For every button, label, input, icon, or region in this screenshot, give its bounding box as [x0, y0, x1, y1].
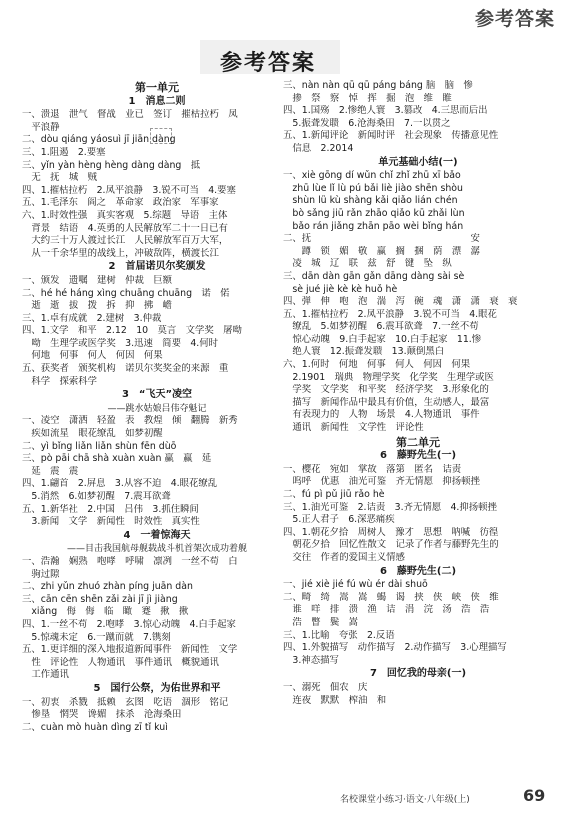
answer-line: 蹲 锁 媚 敬 赢 搁 捆 荫 漂 潺	[283, 245, 480, 257]
answer-line: 五、1.新华社 2.中国 吕伟 3.抓住瞬间	[22, 503, 199, 515]
answer-line: bò sǎng jiū rǎn zhāo qiǎo kū zhǎi lùn	[283, 207, 465, 219]
answer-line: 三、1.油光可鉴 2.诘责 3.齐无情愿 4.抑扬顿挫	[283, 501, 497, 513]
section-heading: 6 藤野先生(二)	[379, 565, 457, 577]
answer-line: 五、1.摧枯拉朽 2.凤平浪静 3.锐不可当 4.眼花	[283, 308, 497, 320]
answer-line: 描写 新闻作品中最具有价值，生动感人，最富	[283, 396, 490, 408]
footer-text: 名校课堂小练习·语文·八年级(上)	[340, 795, 470, 805]
answer-line: 三、pò pāi chā shà xuàn xuàn 赢 赢 延	[22, 453, 212, 465]
answer-line: 四、1.朝花夕拾 周树人 豫才 思想 呐喊 彷徨	[283, 526, 499, 538]
answer-line: sè jué jiè kè kè huǒ hè	[283, 283, 398, 295]
answer-line: 一、颁发 遗嘱 建树 仲裁 巨额	[22, 274, 173, 286]
answer-line: 缭乱 5.如梦初醒 6.震耳欲聋 7.一丝不苟	[283, 321, 479, 333]
page-number: 69	[523, 786, 546, 805]
answer-line: 四、1.一丝不苟 2.咆哮 3.惊心动魄 4.白手起家	[22, 618, 236, 630]
answer-line: 5.消然 6.如梦初醒 7.震耳欲聋	[22, 491, 171, 502]
unit-heading: 第二单元	[396, 435, 440, 449]
answer-line: 3.新闻 文学 新闻性 时效性 真实性	[22, 516, 200, 528]
page-title: 参考答案	[220, 51, 317, 76]
answer-line: 一、浩瀚 娴熟 咆哮 呼啸 凛冽 一丝不苟 白	[22, 555, 238, 567]
answer-line: 一、初衷 杀戮 抵赖 玄图 吃语 涸形 铭记	[22, 696, 229, 708]
answer-line: 四、1.外貌描写 动作描写 2.动作描写 3.心理描写	[283, 642, 507, 654]
answer-line: xiǎng 侮 侮 临 瞰 蹇 揪 揪	[22, 606, 189, 618]
answer-line: 二、抚 安	[283, 233, 480, 245]
answer-line: 四、1.翩首 2.屏息 3.从容不迫 4.眼花缭乱	[22, 478, 218, 490]
answer-line: 掺 祭 察 悼 挥 掘 泡 维 睢	[283, 92, 452, 104]
answer-line: 二、畸 绮 嵩 嵩 蝎 谒 挟 侠 峡 侠 维	[283, 591, 499, 603]
answer-line: 一、凌空 潇洒 轻盈 表 教煌 倾 翻腾 新秀	[22, 415, 238, 427]
section-heading: 3 “飞天”凌空	[121, 389, 193, 401]
answer-line: 一、樱花 宛如 掌故 落第 匿名 诘责	[283, 463, 462, 475]
answer-line: 学奖 文学奖 和平奖 经济学奖 3.形象化的	[283, 384, 489, 396]
section-subtitle: ——目击我国航母舰载战斗机首架次成功着舰	[66, 544, 247, 555]
answer-line: 背景 结语 4.英勇的人民解放军二十一日已有	[22, 222, 228, 234]
corner-title: 参考答案	[474, 8, 555, 30]
right-column	[283, 80, 553, 707]
answer-line: 谁 咩 排 溃 渔 诘 涓 浣 汤 浩 浩	[283, 604, 490, 616]
answer-line: 惊心动魄 9.白手起家 10.白手起家 11.惨	[283, 333, 482, 345]
answer-line: 四、1.国殇 2.惨绝人寰 3.篡改 4.三思而后出	[283, 105, 488, 117]
answer-line: 大约三十万人渡过长江 人民解放军百万大军，	[22, 235, 229, 247]
answer-line: bǎo rán jiǎng zhān pāo wèi bǐng hán	[283, 220, 464, 232]
answer-line: 3.神态描写	[283, 654, 339, 666]
answer-line: 五、获奖者 颁奖机构 诺贝尔奖奖金的来源 重	[22, 363, 229, 375]
left-column	[22, 80, 292, 734]
answer-line: 绝人寰 12.振聋发聩 13.颠倒黑白	[283, 346, 445, 358]
answer-line: 平浪静	[22, 121, 60, 133]
answer-line: 呜呼 优惠 油光可鉴 齐无情愿 抑扬顿挫	[283, 476, 480, 488]
answer-line: 二、cuàn mò huàn dìng zī tǐ kuì	[22, 721, 168, 733]
answer-line: 有表现力的 人物 场景 4.人物通讯 事件	[283, 409, 480, 421]
answer-line: 五、1.新闻评论 新闻时评 社会现象 传播意见性	[283, 130, 499, 142]
answer-line: 2.1901 瑞典 物理学奖 化学奖 生理学或医	[283, 371, 494, 383]
answer-line: 5.振聋发聩 6.沧海桑田 7.一以贯之	[283, 117, 451, 129]
answer-line: 三、1.阻遏 2.要塞	[22, 146, 106, 158]
answer-line: 5.惊魂未定 6.一蹴而就 7.镌刻	[22, 631, 171, 643]
answer-line: 从一千余华里的战线上，冲破敌阵，横渡长江	[22, 247, 219, 259]
answer-line: 信息 2.2014	[283, 142, 354, 154]
answer-line: 朝花夕拾 回忆性散文 记录了作者与藤野先生的	[283, 539, 499, 551]
answer-line: 二、zhi yǔn zhuó zhàn píng juān dàn	[22, 581, 193, 593]
answer-line: 五、1.更详细的深入地报道新闻事件 新闻性 文学	[22, 644, 238, 656]
answer-line: 四、1.文学 和平 2.12 10 莫言 文学奖 屠呦	[22, 325, 242, 337]
section-heading: 单元基础小结(一)	[378, 156, 458, 168]
answer-line: 一、溺死 佃农 庆	[283, 681, 490, 693]
answer-line: 三、1.比喻 夸张 2.反语	[283, 629, 395, 641]
unit-heading: 第一单元	[135, 81, 179, 94]
answer-line: 工作通讯	[22, 669, 69, 681]
answer-line: 连夜 默默 榨油 和	[283, 694, 490, 706]
answer-line: 驹过隙	[22, 568, 60, 580]
section-heading: 6 藤野先生(一)	[379, 450, 457, 462]
answer-line: 性 评论性 人物通讯 事件通讯 概貌通讯	[22, 656, 219, 668]
answer-line: 二、fú pì pǔ jiū rǎo hè	[283, 489, 385, 500]
answer-line: 逝 逝 拔 拨 拆 抑 拂 嶦	[22, 300, 173, 312]
section-heading: 2 首届诺贝尔奖颁发	[108, 261, 206, 273]
section-heading: 4 一着惊海天	[123, 529, 191, 541]
answer-line: 疾如流星 眼花缭乱 如梦初醒	[22, 428, 163, 440]
answer-line: 5.正人君子 6.深恶痛疾	[283, 514, 395, 526]
answer-line: 三、1.卓有成就 2.建树 3.仲裁	[22, 312, 162, 324]
section-subtitle: ——跳水姑娘吕伟夺魁记	[107, 403, 207, 414]
answer-line: 无 抚 城 贼	[22, 172, 98, 184]
answer-line: 科学 探索科学	[22, 375, 98, 387]
answer-line: 通讯 新闻性 文学性 评论性	[283, 422, 424, 434]
answer-line: 五、1.毛泽东 阎之 革命家 政治家 军事家	[22, 197, 219, 209]
answer-line: 三、dān dàn gān gǎn dāng dàng sài sè	[283, 270, 465, 282]
answer-line: 二、yì bǐng liǎn liǎn shùn fēn dùō	[22, 440, 177, 452]
answer-line: 交往 作者的爱国主义情感	[283, 551, 405, 563]
answer-line: 何地 何事 何人 何因 何果	[22, 350, 163, 362]
answer-line: 三、cān cēn shēn zǎi zài jī jì jiàng	[22, 593, 178, 605]
answer-line: shùn lǜ kù shàng kǎi qiǎo lián chén	[283, 195, 458, 207]
section-heading: 1 消息二则	[128, 95, 186, 107]
answer-line: 一、溃退 泄气 督战 业已 签订 摧枯拉朽 凤	[22, 109, 238, 121]
answer-line: 一、xiè gōng dí wǔn chǐ zhǐ zhū xī bǎo	[283, 170, 461, 182]
answer-line: 二、hé hé háng xìng chuāng chuāng 诺 偌	[22, 287, 230, 299]
answer-line: 六、1.何时 何地 何事 何人 何因 何果	[283, 359, 471, 371]
answer-line: 四、1.摧枯拉朽 2.凤平浪静 3.锐不可当 4.要塞	[22, 184, 236, 196]
answer-line: 二、dòu qiáng yáosuì jī jiān dàng	[22, 134, 176, 146]
section-heading: 7 回忆我的母亲(一)	[369, 668, 467, 680]
answer-line: 呦 生理学或医学奖 3.迅速 简要 4.何时	[22, 337, 219, 349]
answer-line: 三、yǐn yàn hèng hèng dàng dàng 抵	[22, 159, 201, 171]
answer-line: 浩 瞥 鬓 嵩	[283, 616, 359, 628]
section-heading: 5 国行公祭，为佑世界和平	[93, 682, 221, 694]
answer-line: 六、1.时效性强 真实客观 5.综题 导语 主体	[22, 209, 228, 221]
answer-line: zhū lùe lǐ lù pú bǎi liè jiào shēn shòu	[283, 182, 463, 194]
answer-line: 凌 城 辽 联 兹 舒 键 坠 纵	[283, 258, 452, 270]
answer-line: 四、弹 伸 咆 泡 湍 泻 碗 魂 潇 潇 衰 衰	[283, 296, 518, 308]
answer-line: 惨垦 惘哭 谗媚 抹杀 沧海桑田	[22, 709, 182, 721]
answer-line: 三、nàn nàn qū qū páng báng 脑 脑 惨	[283, 80, 473, 91]
answer-line: 延 震 震	[22, 465, 79, 477]
answer-line: 一、jié xiè jié fú wù ér dài shuō	[283, 579, 428, 591]
